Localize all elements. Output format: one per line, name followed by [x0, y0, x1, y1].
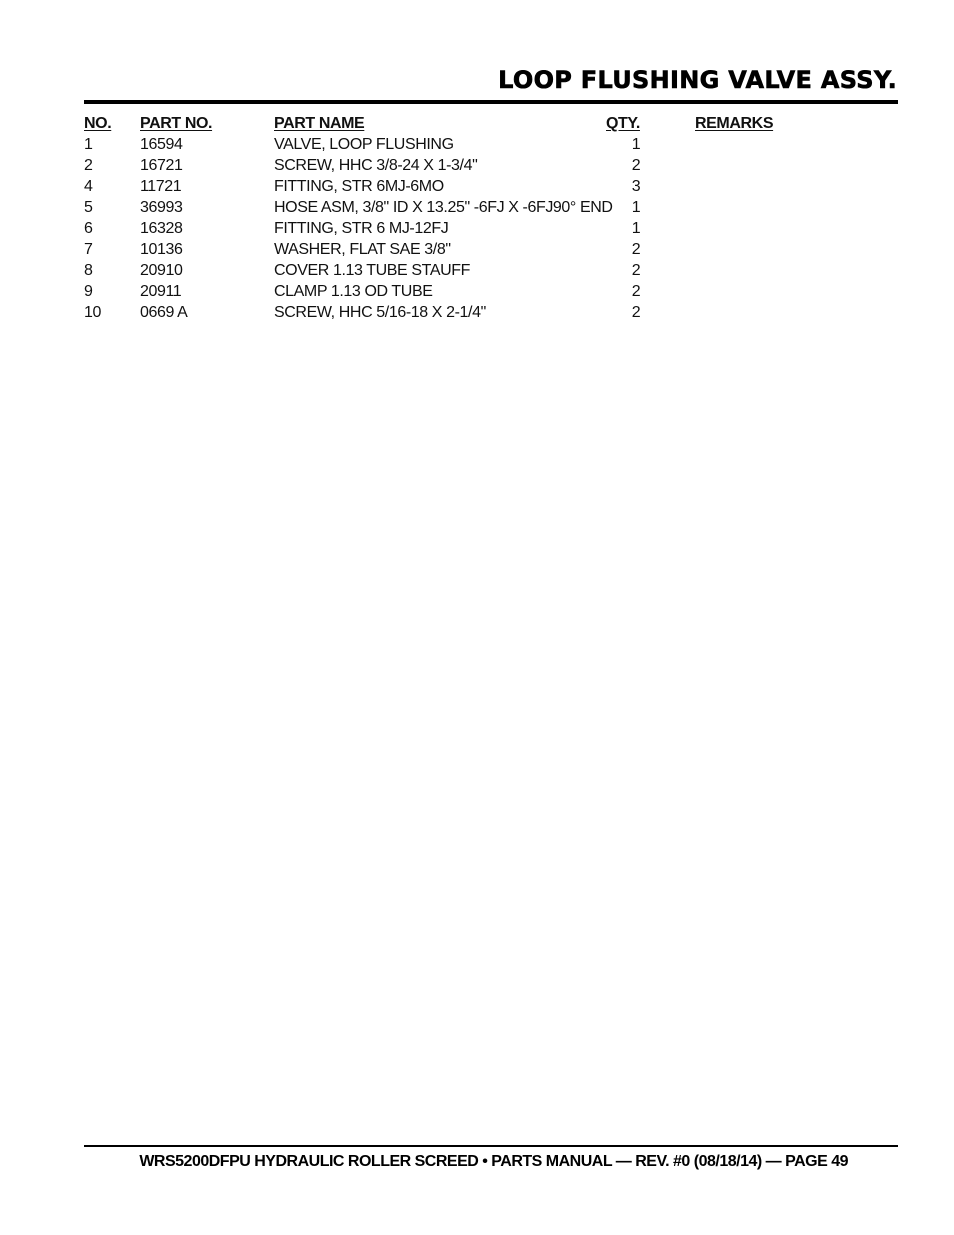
table-row	[84, 218, 884, 239]
cell-qty: 1	[631, 136, 641, 153]
header-part-no: PART NO.	[140, 115, 213, 132]
cell-qty: 2	[631, 262, 641, 279]
cell-part-no: 20911	[140, 283, 182, 300]
table-row	[84, 197, 884, 218]
cell-no: 10	[84, 304, 101, 321]
parts-table	[84, 113, 884, 323]
cell-part-name: CLAMP 1.13 OD TUBE	[274, 283, 433, 300]
cell-part-name: HOSE ASM, 3/8" ID X 13.25" -6FJ X -6FJ90° END	[274, 199, 613, 216]
cell-no: 2	[84, 157, 93, 174]
cell-part-name: COVER 1.13 TUBE STAUFF	[274, 262, 470, 279]
title-rule	[84, 100, 898, 104]
cell-qty: 2	[631, 241, 641, 258]
cell-no: 7	[84, 241, 93, 258]
table-row	[84, 260, 884, 281]
table-row	[84, 176, 884, 197]
header-qty: QTY.	[606, 115, 640, 132]
cell-part-no: 36993	[140, 199, 183, 216]
cell-qty: 1	[631, 199, 641, 216]
cell-no: 9	[84, 283, 93, 300]
header-no: NO.	[84, 115, 112, 132]
cell-part-no: 16328	[140, 220, 183, 237]
cell-part-name: FITTING, STR 6 MJ-12FJ	[274, 220, 449, 237]
page-title: LOOP FLUSHING VALVE ASSY.	[498, 66, 897, 94]
cell-part-no: 0669 A	[140, 304, 188, 321]
cell-part-name: SCREW, HHC 3/8-24 X 1-3/4"	[274, 157, 478, 174]
table-row	[84, 281, 884, 302]
cell-part-name: FITTING, STR 6MJ-6MO	[274, 178, 444, 195]
cell-part-no: 16721	[140, 157, 183, 174]
table-row	[84, 302, 884, 323]
cell-part-name: SCREW, HHC 5/16-18 X 2-1/4"	[274, 304, 486, 321]
table-row	[84, 134, 884, 155]
table-header	[84, 113, 884, 134]
cell-part-no: 20910	[140, 262, 183, 279]
cell-qty: 3	[631, 178, 641, 195]
cell-part-no: 11721	[140, 178, 182, 195]
header-remarks: REMARKS	[695, 115, 774, 132]
cell-no: 4	[84, 178, 93, 195]
cell-no: 8	[84, 262, 93, 279]
cell-no: 1	[84, 136, 93, 153]
page-footer: WRS5200DFPU HYDRAULIC ROLLER SCREED • PARTS MANUAL — REV. #0 (08/18/14) — PAGE 49	[139, 1153, 848, 1170]
table-row	[84, 155, 884, 176]
footer-rule	[84, 1145, 898, 1147]
cell-qty: 1	[631, 220, 641, 237]
cell-qty: 2	[631, 304, 641, 321]
cell-part-name: VALVE, LOOP FLUSHING	[274, 136, 454, 153]
cell-qty: 2	[631, 157, 641, 174]
header-part-name: PART NAME	[274, 115, 365, 132]
cell-part-no: 10136	[140, 241, 183, 258]
table-row	[84, 239, 884, 260]
cell-part-no: 16594	[140, 136, 183, 153]
cell-no: 6	[84, 220, 93, 237]
cell-qty: 2	[631, 283, 641, 300]
cell-no: 5	[84, 199, 93, 216]
cell-part-name: WASHER, FLAT SAE 3/8"	[274, 241, 451, 258]
